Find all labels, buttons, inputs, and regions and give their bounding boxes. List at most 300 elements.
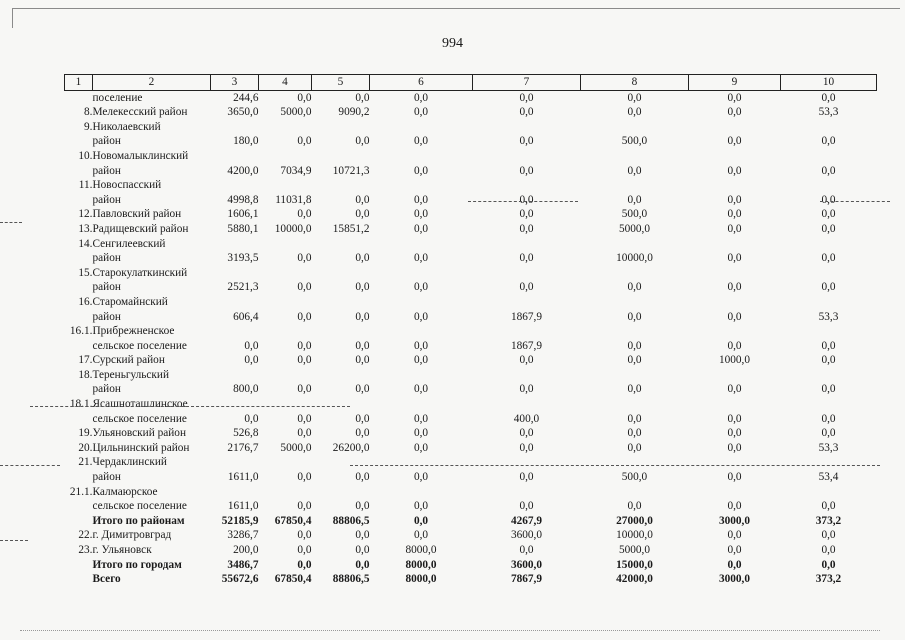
cell-col-4: [259, 455, 312, 470]
cell-col-5: [312, 485, 370, 500]
cell-col-4: 5000,0: [280, 441, 312, 454]
table-row: [65, 324, 877, 339]
cell-col-4: 0,0: [297, 500, 312, 513]
cell-col-3: 180,0: [233, 135, 259, 148]
scan-artifact-line: [0, 222, 22, 223]
cell-col-5: 15851,2: [332, 222, 370, 235]
row-name: Цильнинский район: [92, 441, 190, 454]
row-number: 14.: [78, 237, 93, 250]
cell-col-8: 500,0: [621, 471, 648, 484]
cell-col-7: 0,0: [519, 441, 534, 454]
cell-col-4: 0,0: [297, 91, 312, 104]
row-name: Сенгилеевский: [92, 237, 166, 250]
cell-col-8: 0,0: [627, 412, 642, 425]
cell-col-5: 0,0: [355, 208, 370, 221]
cell-col-3: [211, 485, 259, 500]
table-row: [65, 310, 877, 325]
cell-col-10: [781, 455, 877, 470]
cell-col-10: 373,2: [815, 573, 842, 586]
cell-col-9: 0,0: [727, 558, 742, 571]
cell-col-6: 0,0: [413, 514, 429, 527]
row-number: 18.: [78, 368, 93, 381]
cell-col-4: 10000,0: [274, 222, 312, 235]
cell-col-9: 0,0: [727, 529, 742, 542]
cell-col-4: 0,0: [297, 310, 312, 323]
cell-col-6: [370, 485, 473, 500]
cell-col-5: 0,0: [355, 529, 370, 542]
cell-col-9: 3000,0: [718, 573, 751, 586]
cell-col-9: 0,0: [727, 544, 742, 556]
row-number: 16.1.: [69, 325, 93, 338]
cell-col-6: [370, 455, 473, 470]
row-number: 21.: [78, 456, 93, 469]
cell-col-7: [473, 324, 581, 339]
table-row: [65, 455, 877, 470]
cell-col-3: 2521,3: [227, 281, 259, 294]
cell-col-6: 0,0: [413, 193, 429, 206]
cell-col-10: [781, 485, 877, 500]
cell-col-9: [689, 368, 781, 383]
cell-col-8: 0,0: [627, 383, 642, 396]
row-name: район: [92, 471, 121, 484]
cell-col-7: 0,0: [519, 500, 534, 513]
cell-col-10: 0,0: [821, 281, 836, 294]
row-name: сельское поселение: [92, 500, 187, 513]
row-number: [65, 134, 93, 149]
cell-col-3: 5880,1: [227, 222, 259, 235]
cell-col-7: [473, 120, 581, 135]
cell-col-10: [781, 120, 877, 135]
cell-col-3: 3286,7: [227, 529, 259, 542]
row-number: [65, 280, 93, 295]
row-number: 22.: [78, 529, 93, 542]
cell-col-9: 0,0: [727, 164, 742, 177]
cell-col-7: [473, 295, 581, 310]
table-row: [65, 382, 877, 397]
cell-col-6: 8000,0: [405, 558, 437, 571]
cell-col-9: 1000,0: [718, 354, 751, 367]
cell-col-4: [259, 120, 312, 135]
cell-col-6: 0,0: [413, 164, 429, 177]
column-header-1: 1: [65, 75, 93, 91]
cell-col-7: 1867,9: [510, 339, 543, 352]
cell-col-6: 8000,0: [405, 573, 437, 586]
row-name: сельское поселение: [92, 412, 187, 425]
cell-col-4: 0,0: [297, 208, 312, 221]
cell-col-3: [211, 237, 259, 252]
cell-col-5: 0,0: [355, 544, 370, 556]
cell-col-8: 500,0: [621, 135, 648, 148]
column-header-2: 2: [93, 75, 211, 91]
cell-col-5: 88806,5: [332, 573, 370, 586]
row-number: 18.1.: [69, 398, 93, 411]
table-row: [65, 120, 877, 135]
cell-col-9: [689, 485, 781, 500]
column-header-9: 9: [689, 75, 781, 91]
cell-col-5: 0,0: [355, 383, 370, 396]
cell-col-9: 0,0: [727, 91, 742, 104]
table-row: [65, 412, 877, 427]
cell-col-4: [259, 178, 312, 193]
cell-col-10: [781, 149, 877, 164]
cell-col-9: [689, 237, 781, 252]
cell-col-8: 0,0: [627, 354, 642, 367]
cell-col-5: [312, 324, 370, 339]
cell-col-3: 55672,6: [221, 573, 259, 586]
row-name: Новоспасский: [92, 179, 162, 192]
cell-col-5: 10721,3: [332, 164, 370, 177]
column-header-4: 4: [259, 75, 312, 91]
cell-col-8: 5000,0: [618, 222, 651, 235]
cell-col-9: 0,0: [727, 427, 742, 440]
cell-col-5: 0,0: [355, 427, 370, 440]
cell-col-6: 0,0: [413, 281, 429, 294]
cell-col-8: [581, 266, 689, 281]
cell-col-9: 0,0: [727, 106, 742, 119]
cell-col-10: [781, 324, 877, 339]
cell-col-8: 0,0: [627, 441, 642, 454]
table-row: [65, 149, 877, 164]
cell-col-9: [689, 397, 781, 412]
cell-col-10: 0,0: [821, 164, 836, 177]
cell-col-7: 0,0: [519, 164, 534, 177]
scan-artifact-line: [820, 201, 890, 202]
cell-col-8: 10000,0: [616, 529, 653, 542]
cell-col-8: 0,0: [627, 281, 642, 294]
cell-col-10: [781, 237, 877, 252]
cell-col-3: [211, 120, 259, 135]
row-name: район: [92, 281, 121, 294]
cell-col-7: [473, 237, 581, 252]
row-name: Старокулаткинский: [92, 266, 188, 279]
row-number: 17.: [78, 354, 93, 367]
row-number: 20.: [78, 441, 93, 454]
cell-col-9: 0,0: [727, 441, 742, 454]
column-header-5: 5: [312, 75, 370, 91]
table-row: [65, 251, 877, 266]
table-row: [65, 353, 877, 368]
cell-col-8: 0,0: [627, 427, 642, 440]
cell-col-5: 0,0: [355, 135, 370, 148]
cell-col-10: 53,3: [818, 310, 839, 323]
table-row: [65, 543, 877, 558]
cell-col-4: 0,0: [297, 471, 312, 484]
cell-col-10: 53,4: [818, 471, 839, 484]
cell-col-3: 0,0: [244, 412, 259, 425]
cell-col-3: 200,0: [233, 544, 259, 556]
cell-col-8: [581, 149, 689, 164]
cell-col-8: [581, 368, 689, 383]
row-name: район: [92, 310, 121, 323]
cell-col-8: [581, 324, 689, 339]
row-name: г. Димитровград: [92, 529, 172, 542]
cell-col-4: 0,0: [297, 383, 312, 396]
cell-col-6: [370, 120, 473, 135]
page-number: 994: [442, 36, 463, 51]
cell-col-5: [312, 120, 370, 135]
cell-col-10: [781, 397, 877, 412]
cell-col-6: 0,0: [413, 427, 429, 440]
cell-col-9: 0,0: [727, 135, 742, 148]
cell-col-5: 0,0: [355, 193, 370, 206]
row-name: поселение: [92, 91, 143, 104]
scan-artifact-line: [0, 465, 60, 466]
row-number: [65, 514, 93, 529]
cell-col-7: 0,0: [519, 252, 534, 265]
cell-col-9: 0,0: [727, 383, 742, 396]
row-name: район: [92, 252, 121, 265]
cell-col-3: 4200,0: [227, 164, 259, 177]
row-name: Николаевский: [92, 120, 161, 133]
row-name: сельское поселение: [92, 339, 187, 352]
cell-col-10: 0,0: [821, 544, 836, 556]
row-name: Новомалыклинский: [92, 149, 189, 162]
cell-col-9: 0,0: [727, 412, 742, 425]
row-number: [65, 558, 93, 573]
table-row: [65, 207, 877, 222]
cell-col-7: [473, 149, 581, 164]
row-number: 11.: [78, 179, 93, 192]
row-name: г. Ульяновск: [92, 544, 152, 556]
cell-col-3: 606,4: [233, 310, 259, 323]
cell-col-5: [312, 149, 370, 164]
row-number: 8.: [84, 106, 93, 119]
row-number: 16.: [78, 295, 93, 308]
cell-col-3: [211, 368, 259, 383]
cell-col-3: 1606,1: [227, 208, 259, 221]
cell-col-4: 0,0: [297, 412, 312, 425]
cell-col-4: 0,0: [297, 339, 312, 352]
cell-col-9: 0,0: [727, 208, 742, 221]
cell-col-7: 0,0: [519, 222, 534, 235]
row-name: Ульяновский район: [92, 427, 186, 440]
row-name: район: [92, 383, 121, 396]
row-name: Старомайнский: [92, 295, 168, 308]
cell-col-5: [312, 237, 370, 252]
cell-col-10: 0,0: [821, 252, 836, 265]
row-number: 23.: [78, 544, 93, 556]
cell-col-6: 0,0: [413, 383, 429, 396]
row-name: Ясашноташлинское: [92, 398, 188, 411]
cell-col-5: [312, 455, 370, 470]
cell-col-3: 1611,0: [227, 500, 259, 513]
cell-col-7: 0,0: [519, 544, 534, 556]
cell-col-8: 0,0: [627, 193, 642, 206]
table-row: [65, 164, 877, 179]
cell-col-10: 0,0: [821, 193, 836, 206]
cell-col-8: [581, 485, 689, 500]
cell-col-9: 0,0: [727, 500, 742, 513]
cell-col-7: 0,0: [519, 354, 534, 367]
cell-col-3: 3650,0: [227, 106, 259, 119]
cell-col-6: 0,0: [413, 529, 429, 542]
row-name: Прибрежненское: [92, 325, 175, 338]
cell-col-10: 373,2: [815, 514, 842, 527]
cell-col-5: 0,0: [355, 500, 370, 513]
cell-col-5: 88806,5: [332, 514, 370, 527]
cell-col-5: 9090,2: [338, 106, 370, 119]
cell-col-7: 0,0: [519, 383, 534, 396]
row-name: Мелекесский район: [92, 106, 188, 119]
cell-col-8: 5000,0: [618, 544, 651, 556]
cell-col-10: 53,3: [818, 441, 839, 454]
cell-col-3: [211, 149, 259, 164]
column-header-7: 7: [473, 75, 581, 91]
cell-col-4: 0,0: [297, 558, 312, 571]
row-number: [65, 251, 93, 266]
cell-col-6: 8000,0: [405, 544, 437, 556]
cell-col-9: 0,0: [727, 193, 742, 206]
row-name: район: [92, 135, 121, 148]
cell-col-4: [259, 397, 312, 412]
cell-col-7: 3600,0: [510, 558, 543, 571]
cell-col-6: [370, 178, 473, 193]
cell-col-7: 0,0: [519, 135, 534, 148]
row-name: Павловский район: [92, 208, 182, 221]
table-row: [65, 105, 877, 120]
table-row: [65, 426, 877, 441]
cell-col-10: 0,0: [821, 354, 836, 367]
cell-col-7: 4267,9: [510, 514, 543, 527]
cell-col-3: [211, 266, 259, 281]
cell-col-6: 0,0: [413, 91, 429, 104]
row-number: 19.: [78, 427, 93, 440]
cell-col-6: 0,0: [413, 106, 429, 119]
column-header-3: 3: [211, 75, 259, 91]
cell-col-9: [689, 120, 781, 135]
cell-col-4: 0,0: [297, 354, 312, 367]
row-number: [65, 310, 93, 325]
scan-artifact-line: [350, 465, 880, 466]
cell-col-8: 500,0: [621, 208, 648, 221]
table-row: [65, 266, 877, 281]
cell-col-4: [259, 368, 312, 383]
cell-col-5: 0,0: [355, 252, 370, 265]
cell-col-4: 0,0: [297, 529, 312, 542]
cell-col-7: 0,0: [519, 281, 534, 294]
cell-col-9: 3000,0: [718, 514, 751, 527]
cell-col-7: [473, 266, 581, 281]
cell-col-4: 67850,4: [274, 573, 312, 586]
cell-col-10: 0,0: [821, 339, 836, 352]
cell-col-9: 0,0: [727, 252, 742, 265]
cell-col-7: 400,0: [513, 412, 540, 425]
table-row: [65, 134, 877, 149]
row-number: 12.: [78, 208, 93, 221]
cell-col-8: 27000,0: [616, 514, 653, 527]
cell-col-4: 11031,8: [275, 193, 312, 206]
cell-col-4: 5000,0: [280, 106, 312, 119]
row-name: Итого по районам: [92, 514, 185, 527]
cell-col-3: [211, 178, 259, 193]
row-number: 21.1.: [69, 485, 93, 498]
cell-col-6: 0,0: [413, 412, 429, 425]
cell-col-6: [370, 324, 473, 339]
cell-col-8: [581, 178, 689, 193]
cell-col-7: 0,0: [519, 427, 534, 440]
cell-col-3: [211, 455, 259, 470]
cell-col-10: 0,0: [821, 222, 836, 235]
table-row: [65, 368, 877, 383]
cell-col-4: 0,0: [297, 544, 312, 556]
cell-col-10: 53,3: [818, 106, 839, 119]
cell-col-5: 0,0: [355, 310, 370, 323]
cell-col-6: [370, 368, 473, 383]
cell-col-9: 0,0: [727, 281, 742, 294]
cell-col-9: [689, 149, 781, 164]
cell-col-9: 0,0: [727, 339, 742, 352]
cell-col-8: [581, 237, 689, 252]
cell-col-7: [473, 368, 581, 383]
row-name: район: [92, 193, 121, 206]
cell-col-9: [689, 178, 781, 193]
row-number: [65, 572, 93, 587]
cell-col-4: 0,0: [297, 252, 312, 265]
cell-col-10: 0,0: [821, 529, 836, 542]
table-row: [65, 499, 877, 514]
cell-col-10: [781, 178, 877, 193]
cell-col-6: 0,0: [413, 222, 429, 235]
row-name: район: [92, 164, 121, 177]
table-row: [65, 558, 877, 573]
cell-col-3: 4998,8: [227, 193, 259, 206]
cell-col-4: [259, 485, 312, 500]
table-row: [65, 339, 877, 354]
cell-col-7: 0,0: [519, 471, 534, 484]
cell-col-4: [259, 324, 312, 339]
row-number: [65, 339, 93, 354]
cell-col-10: 0,0: [821, 500, 836, 513]
cell-col-7: 0,0: [519, 193, 534, 206]
header-row: [65, 75, 877, 91]
cell-col-7: 7867,9: [510, 573, 543, 586]
cell-col-8: 0,0: [627, 106, 642, 119]
table-row: [65, 514, 877, 529]
cell-col-6: 0,0: [413, 471, 429, 484]
row-number: 13.: [78, 222, 93, 235]
cell-col-3: 0,0: [244, 339, 259, 352]
row-name: Тереньгульский: [92, 368, 170, 381]
column-header-10: 10: [781, 75, 877, 91]
cell-col-6: 0,0: [413, 135, 429, 148]
budget-table: [64, 74, 877, 587]
row-number: [65, 90, 93, 105]
cell-col-8: 0,0: [627, 310, 642, 323]
cell-col-5: [312, 266, 370, 281]
table-row: [65, 90, 877, 105]
cell-col-3: 800,0: [233, 383, 259, 396]
cell-col-7: 0,0: [519, 106, 534, 119]
cell-col-8: 0,0: [627, 500, 642, 513]
cell-col-6: 0,0: [413, 252, 429, 265]
cell-col-6: [370, 397, 473, 412]
cell-col-5: 0,0: [355, 339, 370, 352]
cell-col-8: 42000,0: [616, 573, 653, 586]
cell-col-3: 0,0: [244, 354, 259, 367]
cell-col-10: 0,0: [821, 383, 836, 396]
cell-col-5: [312, 178, 370, 193]
table-row: [65, 178, 877, 193]
cell-col-3: [211, 397, 259, 412]
row-name: Итого по городам: [92, 558, 182, 571]
row-number: [65, 412, 93, 427]
table-row: [65, 572, 877, 587]
cell-col-3: 1611,0: [227, 471, 259, 484]
row-name: Сурский район: [92, 354, 165, 367]
scan-artifact-line: [0, 540, 28, 541]
row-number: [65, 499, 93, 514]
cell-col-4: [259, 237, 312, 252]
